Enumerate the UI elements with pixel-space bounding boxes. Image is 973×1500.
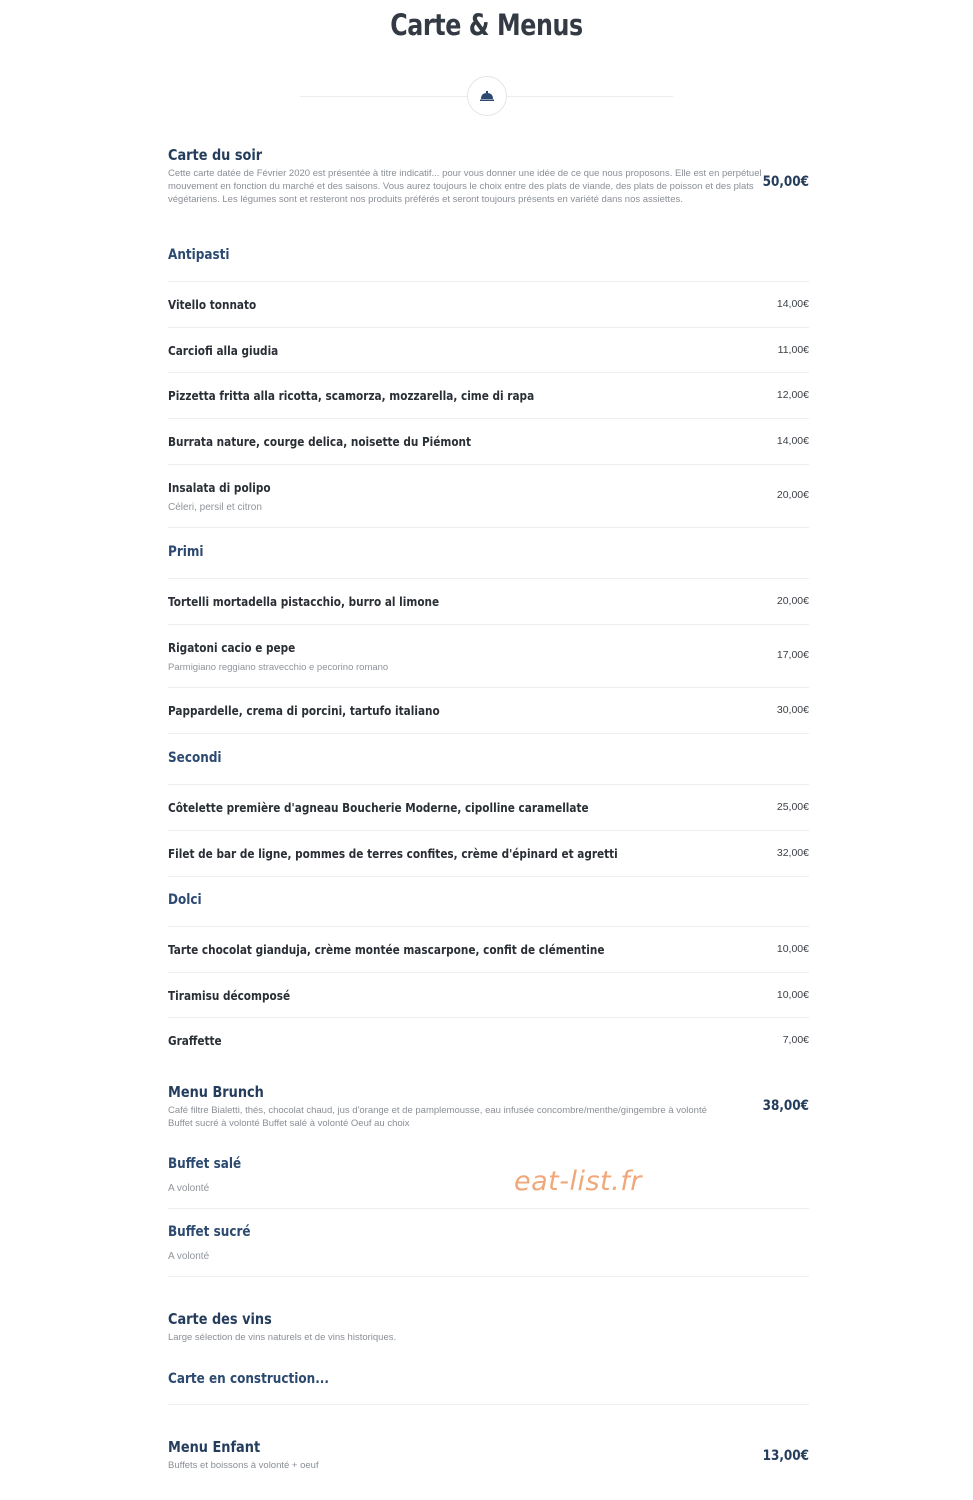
item-price: 20,00€	[776, 595, 809, 607]
section-price: 13,00€	[762, 1448, 809, 1464]
menu-item	[168, 830, 809, 876]
item-price: 10,00€	[776, 943, 809, 955]
item-name: Graffette	[168, 1033, 222, 1048]
item-name: Tarte chocolat gianduja, crème montée mascarpone, confit de clémentine	[168, 942, 605, 957]
title-divider	[300, 76, 673, 116]
category-title: Dolci	[168, 892, 202, 908]
item-name: Pizzetta fritta alla ricotta, scamorza, mozzarella, cime di rapa	[168, 388, 535, 403]
item-price: 12,00€	[776, 389, 809, 401]
item-price: 14,00€	[776, 298, 809, 310]
divider	[168, 1208, 809, 1209]
item-price: 20,00€	[776, 489, 809, 501]
item-price: 7,00€	[782, 1034, 809, 1046]
scroll-top-button[interactable]	[467, 76, 507, 116]
section-description: Café filtre Bialetti, thés, chocolat chaud, jus d'orange et de pamplemousse, eau infusée concombre/menthe/gingembre à volonté	[168, 1105, 707, 1116]
item-price: 25,00€	[776, 801, 809, 813]
section-title: Menu Brunch	[168, 1083, 264, 1101]
item-name: Côtelette première d'agneau Boucherie Moderne, cipolline caramellate	[168, 800, 589, 815]
category-title: Primi	[168, 544, 204, 560]
category-primi	[168, 544, 809, 560]
section-description: Buffet sucré à volonté Buffet salé à volonté Oeuf au choix	[168, 1118, 410, 1129]
section-title: Carte du soir	[168, 146, 263, 164]
item-description: A volonté	[168, 1183, 210, 1194]
cloche-icon	[479, 90, 495, 102]
item-name: Tortelli mortadella pistacchio, burro al limone	[168, 594, 440, 609]
category-dolci	[168, 892, 809, 908]
category-antipasti	[168, 247, 809, 263]
section-price: 50,00€	[762, 174, 809, 190]
menu-item	[168, 687, 809, 733]
watermark: eat-list.fr	[514, 1166, 642, 1197]
section-carte-du-soir	[168, 146, 809, 226]
item-name: Rigatoni cacio e pepe	[168, 640, 296, 655]
menu-item	[168, 1224, 809, 1276]
category-secondi	[168, 750, 809, 766]
menu-item	[168, 418, 809, 464]
category-title: Secondi	[168, 750, 222, 766]
section-title: Menu Enfant	[168, 1438, 261, 1456]
item-name: Vitello tonnato	[168, 297, 257, 312]
item-price: 10,00€	[776, 989, 809, 1001]
menu-item	[168, 578, 809, 624]
divider	[168, 733, 809, 734]
section-price: 38,00€	[762, 1098, 809, 1114]
section-title: Carte des vins	[168, 1310, 272, 1328]
menu-item	[168, 281, 809, 327]
item-description: Parmigiano reggiano stravecchio e pecorino romano	[168, 662, 389, 673]
menu-item	[168, 372, 809, 418]
item-name: Pappardelle, crema di porcini, tartufo italiano	[168, 703, 440, 718]
item-name: Buffet salé	[168, 1156, 242, 1172]
section-carte-des-vins	[168, 1310, 809, 1344]
section-menu-brunch	[168, 1083, 809, 1135]
menu-item	[168, 624, 809, 687]
menu-item	[168, 1156, 809, 1208]
item-description: Céleri, persil et citron	[168, 502, 262, 513]
divider	[168, 876, 809, 877]
category-title: Antipasti	[168, 247, 230, 263]
item-name: Carte en construction...	[168, 1371, 329, 1387]
section-description: Cette carte datée de Février 2020 est présentée à titre indicatif... pour vous donner une idée de ce que nous proposons. Elle est en perpétuel mouvement en fonction du marché et des saisons. Vous aurez toujours le choix entre des plats de viande, des plats de poisson et des plats végétariens. Les légumes sont et resteront nos produits préférés et seront toujours présents en variété dans nos assiettes.	[168, 168, 762, 205]
menu-item	[168, 1371, 809, 1387]
section-description: Large sélection de vins naturels et de vins historiques.	[168, 1332, 397, 1343]
item-description: A volonté	[168, 1251, 210, 1262]
page-title: Carte & Menus	[390, 8, 583, 42]
item-price: 30,00€	[776, 704, 809, 716]
item-name: Burrata nature, courge delica, noisette du Piémont	[168, 434, 472, 449]
menu-item	[168, 464, 809, 527]
divider	[168, 1404, 809, 1405]
item-price: 32,00€	[776, 847, 809, 859]
item-name: Tiramisu décomposé	[168, 988, 291, 1003]
menu-item	[168, 1017, 809, 1063]
menu-item	[168, 327, 809, 373]
menu-item	[168, 926, 809, 972]
divider	[168, 1276, 809, 1277]
item-name: Filet de bar de ligne, pommes de terres confites, crème d'épinard et agretti	[168, 846, 618, 861]
section-menu-enfant	[168, 1438, 809, 1478]
menu-item	[168, 972, 809, 1018]
section-description: Buffets et boissons à volonté + oeuf	[168, 1460, 319, 1471]
item-name: Carciofi alla giudia	[168, 343, 279, 358]
menu-item	[168, 784, 809, 830]
item-price: 17,00€	[776, 649, 809, 661]
item-name: Buffet sucré	[168, 1224, 251, 1240]
item-price: 14,00€	[776, 435, 809, 447]
item-price: 11,00€	[777, 344, 809, 356]
divider	[168, 527, 809, 528]
item-name: Insalata di polipo	[168, 480, 271, 495]
